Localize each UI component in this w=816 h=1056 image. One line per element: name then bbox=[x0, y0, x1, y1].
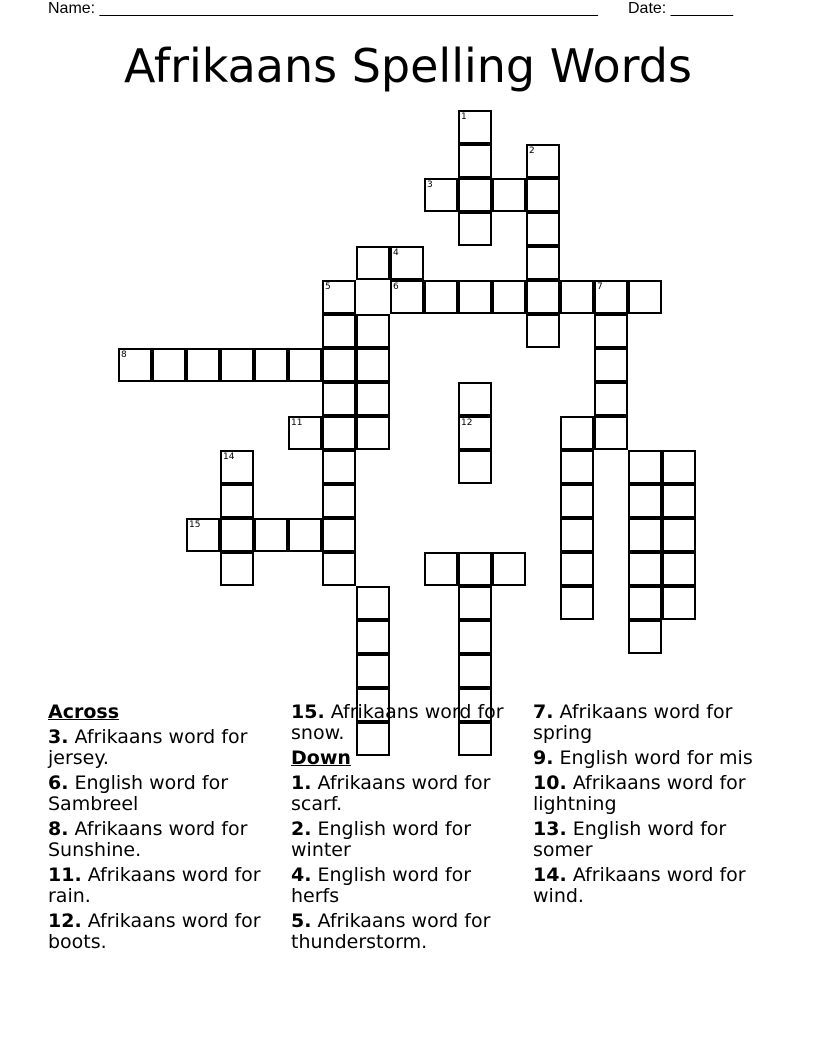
clue-number: 15 bbox=[189, 520, 201, 530]
grid-cell[interactable] bbox=[560, 586, 594, 620]
grid-cell[interactable] bbox=[322, 314, 356, 348]
clue-item: 13. English word for somer bbox=[533, 818, 727, 861]
clue-number: 5 bbox=[325, 282, 331, 292]
grid-cell[interactable] bbox=[322, 348, 356, 382]
grid-cell[interactable] bbox=[458, 382, 492, 416]
grid-cell[interactable] bbox=[390, 280, 424, 314]
grid-cell[interactable] bbox=[560, 484, 594, 518]
clue-item-number: 9. bbox=[533, 747, 554, 769]
clue-item: 12. Afrikaans word for boots. bbox=[48, 910, 261, 953]
grid-cell[interactable] bbox=[356, 314, 390, 348]
date-line: Date: _______ bbox=[628, 0, 733, 17]
clue-item: 7. Afrikaans word for spring bbox=[533, 701, 733, 744]
grid-cell[interactable] bbox=[288, 348, 322, 382]
clue-number: 14 bbox=[223, 452, 235, 462]
clue-item-number: 14. bbox=[533, 864, 567, 886]
grid-cell[interactable] bbox=[356, 348, 390, 382]
grid-cell[interactable] bbox=[560, 518, 594, 552]
grid-cell[interactable] bbox=[526, 280, 560, 314]
clue-item: 1. Afrikaans word for scarf. bbox=[291, 772, 491, 815]
grid-cell[interactable] bbox=[322, 382, 356, 416]
clue-item-number: 2. bbox=[291, 818, 312, 840]
clue-number: 7 bbox=[597, 282, 603, 292]
grid-cell[interactable] bbox=[458, 586, 492, 620]
grid-cell[interactable] bbox=[322, 484, 356, 518]
grid-cell[interactable] bbox=[322, 552, 356, 586]
grid-cell[interactable] bbox=[560, 280, 594, 314]
clue-item: 15. Afrikaans word for snow. bbox=[291, 701, 504, 744]
grid-cell[interactable] bbox=[322, 416, 356, 450]
clue-item: 9. English word for mis bbox=[533, 747, 753, 769]
clue-item-number: 3. bbox=[48, 726, 69, 748]
grid-cell[interactable] bbox=[220, 484, 254, 518]
clue-heading-down: Down bbox=[291, 747, 351, 769]
clue-item: 5. Afrikaans word for thunderstorm. bbox=[291, 910, 491, 953]
grid-cell[interactable] bbox=[628, 586, 662, 620]
grid-cell[interactable] bbox=[628, 450, 662, 484]
grid-cell[interactable] bbox=[390, 246, 424, 280]
clue-item-number: 7. bbox=[533, 701, 554, 723]
grid-cell[interactable] bbox=[458, 654, 492, 688]
grid-cell[interactable] bbox=[322, 280, 356, 314]
clue-item-number: 5. bbox=[291, 910, 312, 932]
grid-cell[interactable] bbox=[356, 382, 390, 416]
grid-cell[interactable] bbox=[288, 416, 322, 450]
grid-cell[interactable] bbox=[492, 552, 526, 586]
grid-cell[interactable] bbox=[492, 178, 526, 212]
grid-cell[interactable] bbox=[628, 518, 662, 552]
clue-item: 3. Afrikaans word for jersey. bbox=[48, 726, 248, 769]
grid-cell[interactable] bbox=[526, 212, 560, 246]
clue-number: 6 bbox=[393, 282, 399, 292]
clue-item: 2. English word for winter bbox=[291, 818, 472, 861]
grid-cell[interactable] bbox=[220, 348, 254, 382]
grid-cell[interactable] bbox=[594, 348, 628, 382]
grid-cell[interactable] bbox=[628, 552, 662, 586]
clue-column-1 bbox=[48, 702, 278, 957]
grid-cell[interactable] bbox=[220, 518, 254, 552]
grid-cell[interactable] bbox=[288, 518, 322, 552]
grid-cell[interactable] bbox=[662, 484, 696, 518]
grid-cell[interactable] bbox=[594, 416, 628, 450]
grid-cell[interactable] bbox=[458, 280, 492, 314]
clue-item: 10. Afrikaans word for lightning bbox=[533, 772, 746, 815]
grid-cell[interactable] bbox=[628, 484, 662, 518]
grid-cell[interactable] bbox=[322, 450, 356, 484]
grid-cell[interactable] bbox=[628, 280, 662, 314]
grid-cell[interactable] bbox=[458, 144, 492, 178]
grid-cell[interactable] bbox=[458, 178, 492, 212]
clue-item-number: 8. bbox=[48, 818, 69, 840]
grid-cell[interactable] bbox=[560, 450, 594, 484]
grid-cell[interactable] bbox=[356, 416, 390, 450]
grid-cell[interactable] bbox=[560, 416, 594, 450]
grid-cell[interactable] bbox=[526, 246, 560, 280]
grid-cell[interactable] bbox=[492, 280, 526, 314]
grid-cell[interactable] bbox=[458, 416, 492, 450]
clue-item-number: 4. bbox=[291, 864, 312, 886]
grid-cell[interactable] bbox=[254, 518, 288, 552]
grid-cell[interactable] bbox=[356, 586, 390, 620]
grid-cell[interactable] bbox=[662, 586, 696, 620]
grid-cell[interactable] bbox=[356, 620, 390, 654]
clue-item: 14. Afrikaans word for wind. bbox=[533, 864, 746, 907]
grid-cell[interactable] bbox=[560, 552, 594, 586]
grid-cell[interactable] bbox=[526, 314, 560, 348]
grid-cell[interactable] bbox=[458, 110, 492, 144]
grid-cell[interactable] bbox=[424, 552, 458, 586]
grid-cell[interactable] bbox=[594, 314, 628, 348]
clue-number: 11 bbox=[291, 418, 303, 428]
grid-cell[interactable] bbox=[424, 178, 458, 212]
grid-cell[interactable] bbox=[526, 144, 560, 178]
clue-number: 8 bbox=[121, 350, 127, 360]
grid-cell[interactable] bbox=[254, 348, 288, 382]
grid-cell[interactable] bbox=[662, 450, 696, 484]
grid-cell[interactable] bbox=[662, 552, 696, 586]
clue-item: 6. English word for Sambreel bbox=[48, 772, 229, 815]
clue-item-number: 11. bbox=[48, 864, 82, 886]
grid-cell[interactable] bbox=[186, 518, 220, 552]
clue-item-number: 10. bbox=[533, 772, 567, 794]
clue-number: 2 bbox=[529, 146, 535, 156]
clue-number: 3 bbox=[427, 180, 433, 190]
clue-item: 11. Afrikaans word for rain. bbox=[48, 864, 261, 907]
grid-cell[interactable] bbox=[628, 620, 662, 654]
page-title: Afrikaans Spelling Words bbox=[124, 39, 692, 93]
grid-cell[interactable] bbox=[356, 246, 390, 280]
grid-cell[interactable] bbox=[220, 552, 254, 586]
clue-number: 1 bbox=[461, 112, 467, 122]
grid-cell[interactable] bbox=[424, 280, 458, 314]
grid-cell[interactable] bbox=[322, 518, 356, 552]
clue-number: 4 bbox=[393, 248, 399, 258]
grid-cell[interactable] bbox=[186, 348, 220, 382]
grid-cell[interactable] bbox=[458, 212, 492, 246]
clue-item-number: 15. bbox=[291, 701, 325, 723]
name-line: Name: ________________________________________________________ bbox=[48, 0, 598, 17]
grid-cell[interactable] bbox=[662, 518, 696, 552]
grid-cell[interactable] bbox=[594, 382, 628, 416]
clue-item-number: 1. bbox=[291, 772, 312, 794]
clue-column-2 bbox=[291, 702, 521, 957]
grid-cell[interactable] bbox=[458, 552, 492, 586]
grid-cell[interactable] bbox=[152, 348, 186, 382]
grid-cell[interactable] bbox=[458, 450, 492, 484]
clue-item-number: 6. bbox=[48, 772, 69, 794]
clue-item-number: 12. bbox=[48, 910, 82, 932]
clue-number: 12 bbox=[461, 418, 473, 428]
grid-cell[interactable] bbox=[526, 178, 560, 212]
grid-cell[interactable] bbox=[594, 280, 628, 314]
grid-cell[interactable] bbox=[458, 620, 492, 654]
clue-item: 4. English word for herfs bbox=[291, 864, 472, 907]
clue-heading-across: Across bbox=[48, 701, 120, 723]
grid-cell[interactable] bbox=[356, 654, 390, 688]
clue-item: 8. Afrikaans word for Sunshine. bbox=[48, 818, 248, 861]
clue-column-3 bbox=[533, 702, 763, 911]
grid-cell[interactable] bbox=[118, 348, 152, 382]
grid-cell[interactable] bbox=[220, 450, 254, 484]
clue-item-number: 13. bbox=[533, 818, 567, 840]
